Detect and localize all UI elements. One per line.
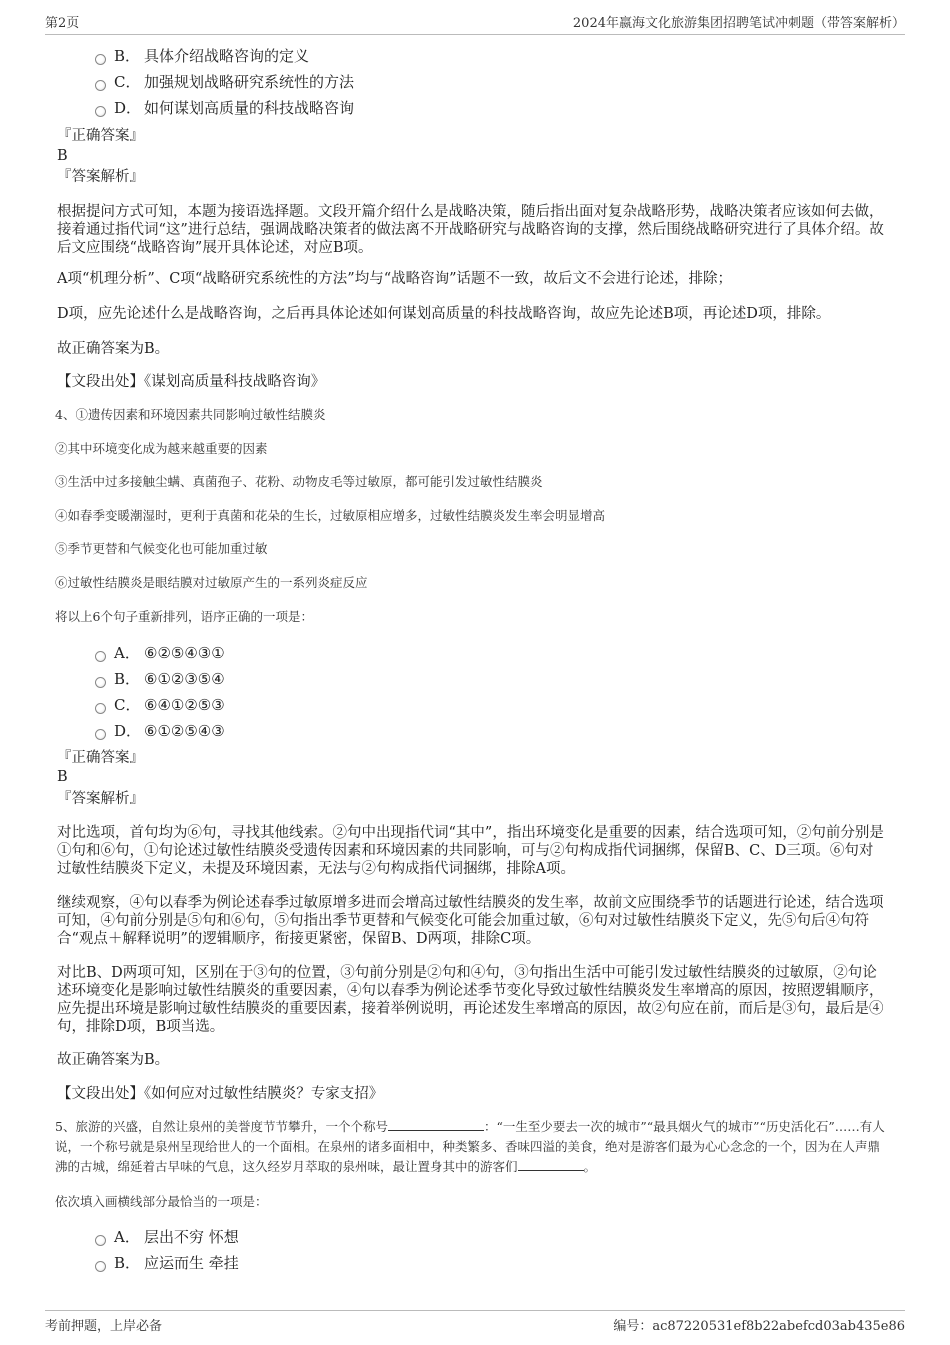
fill-blank-2[interactable]: [518, 1158, 584, 1171]
document-id: 编号：ac87220531ef8b22abefcd03ab435e86: [613, 1319, 905, 1334]
source-citation: 【文段出处】《如何应对过敏性结膜炎？专家支招》: [57, 1086, 384, 1102]
option-q3-d[interactable]: D． 如何谋划高质量的科技战略咨询: [95, 97, 354, 119]
analysis-paragraph: 对比选项，首句均为⑥句，寻找其他线索。②句中出现指代词“其中”，指出环境变化是重要的因素，结合选项可知，②句前分别是①句和⑥句，①句论述过敏性结膜炎受遗传因素和环境因素的共同影响，可与②句构成指代词捆绑，保留B、C、D三项。⑥句对过敏性结膜炎下定义，未提及环境因素，无法与②句构成指代词捆绑，排除A项。: [57, 825, 884, 877]
question-stem: 5、旅游的兴盛，自然让泉州的美誉度节节攀升，一个个称号 ：“一生至少要去一次的城市”“最具烟火气的城市”“历史活化石”……有人说，一个称号就是泉州呈现给世人的一个面相。在泉州的诸多面相中，种类繁多、香味四溢的美食，绝对是游客们最为心心念念的一个，因为在人声鼎沸的古城，绵延着古早味的气息，这久经岁月萃取的泉州味，最让置身其中的游客们 。: [55, 1119, 885, 1174]
answer-value: B: [57, 148, 68, 164]
radio-icon[interactable]: [95, 729, 106, 740]
page-number: 第2页: [45, 16, 80, 31]
question-sentence: 4、①遗传因素和环境因素共同影响过敏性结膜炎: [55, 407, 326, 422]
radio-icon[interactable]: [95, 703, 106, 714]
answer-value: B: [57, 769, 68, 785]
analysis-conclusion: 故正确答案为B。: [57, 1052, 170, 1068]
radio-icon[interactable]: [95, 80, 106, 91]
analysis-paragraph: 继续观察，④句以春季为例论述春季过敏原增多进而会增高过敏性结膜炎的发生率，故前文应围绕季节的话题进行论述，结合选项可知，④句前分别是⑤句和⑥句，⑤句指出季节更替和气候变化可能会加重过敏，⑥句对过敏性结膜炎下定义，先⑤句后④句符合“观点＋解释说明”的逻辑顺序，衔接更紧密，保留B、D两项，排除C项。: [57, 895, 884, 947]
source-citation: 【文段出处】《谋划高质量科技战略咨询》: [57, 374, 326, 390]
radio-icon[interactable]: [95, 54, 106, 65]
radio-icon[interactable]: [95, 106, 106, 117]
analysis-paragraph: 根据提问方式可知，本题为接语选择题。文段开篇介绍什么是战略决策，随后指出面对复杂战略形势，战略决策者应该如何去做，接着通过指代词“这”进行总结，强调战略决策者的做法离不开战略研究与战略咨询的支撑，然后围绕战略研究进行了具体介绍。故后文应围绕“战略咨询”展开具体论述，对应B项。: [57, 204, 884, 256]
analysis-label: 『答案解析』: [57, 169, 144, 185]
analysis-paragraph: A项“机理分析”、C项“战略研究系统性的方法”均与“战略咨询”话题不一致，故后文不会进行论述，排除；: [57, 271, 733, 287]
question-prompt: 依次填入画横线部分最恰当的一项是：: [55, 1194, 268, 1209]
page-footer: [45, 1310, 905, 1334]
answer-label: 『正确答案』: [57, 128, 144, 144]
analysis-label: 『答案解析』: [57, 791, 144, 807]
option-q3-b[interactable]: B． 具体介绍战略咨询的定义: [95, 45, 309, 67]
page-header: [45, 12, 905, 35]
option-q4-a[interactable]: A． ⑥②⑤④③①: [95, 642, 225, 664]
question-sentence: ⑤季节更替和气候变化也可能加重过敏: [55, 541, 268, 556]
analysis-paragraph: D项，应先论述什么是战略咨询，之后再具体论述如何谋划高质量的科技战略咨询，故应先论述B项，再论述D项，排除。: [57, 306, 831, 322]
question-sentence: ②其中环境变化成为越来越重要的因素: [55, 441, 268, 456]
radio-icon[interactable]: [95, 1261, 106, 1272]
option-q3-c[interactable]: C． 加强规划战略研究系统性的方法: [95, 71, 354, 93]
radio-icon[interactable]: [95, 677, 106, 688]
radio-icon[interactable]: [95, 1235, 106, 1246]
option-q5-a[interactable]: A． 层出不穷 怀想: [95, 1226, 239, 1248]
answer-label: 『正确答案』: [57, 750, 144, 766]
question-sentence: ⑥过敏性结膜炎是眼结膜对过敏原产生的一系列炎症反应: [55, 575, 368, 590]
option-q4-d[interactable]: D． ⑥①②⑤④③: [95, 720, 225, 742]
option-q5-b[interactable]: B． 应运而生 牵挂: [95, 1252, 239, 1274]
question-sentence: ④如春季变暖潮湿时，更利于真菌和花朵的生长，过敏原相应增多，过敏性结膜炎发生率会明显增高: [55, 508, 606, 523]
radio-icon[interactable]: [95, 651, 106, 662]
fill-blank-1[interactable]: [388, 1118, 484, 1131]
question-prompt: 将以上6个句子重新排列，语序正确的一项是：: [55, 609, 313, 624]
option-q4-c[interactable]: C． ⑥④①②⑤③: [95, 694, 225, 716]
analysis-conclusion: 故正确答案为B。: [57, 341, 170, 357]
question-sentence: ③生活中过多接触尘螨、真菌孢子、花粉、动物皮毛等过敏原，都可能引发过敏性结膜炎: [55, 474, 543, 489]
analysis-paragraph: 对比B、D两项可知，区别在于③句的位置，③句前分别是②句和④句，③句指出生活中可能引发过敏性结膜炎的过敏原，②句论述环境变化是影响过敏性结膜炎的重要因素，④句以春季为例论述季节变化导致过敏性结膜炎发生率增高的原因，按照逻辑顺序，应先提出环境是影响过敏性结膜炎的重要因素，接着举例说明，再论述发生率增高的原因，故②句应在前，而后是③句，最后是④句，排除D项，B项当选。: [57, 965, 884, 1035]
option-q4-b[interactable]: B． ⑥①②③⑤④: [95, 668, 225, 690]
footer-slogan: 考前押题，上岸必备: [45, 1319, 163, 1334]
document-title: 2024年嬴海文化旅游集团招聘笔试冲刺题（带答案解析）: [572, 16, 905, 31]
